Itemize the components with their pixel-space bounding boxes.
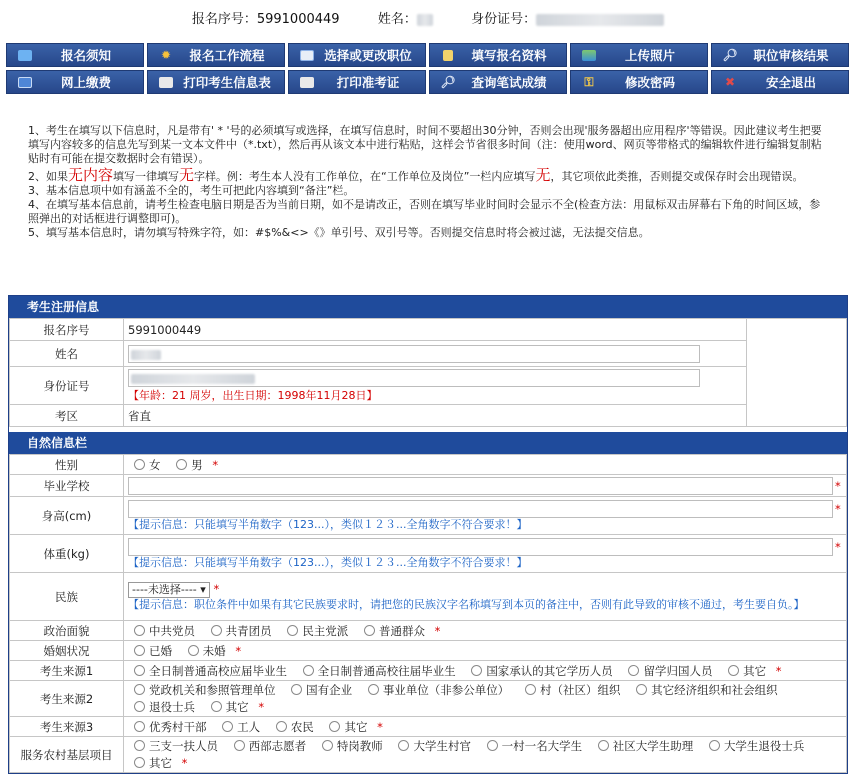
note-5: 5、填写基本信息时，请勿填写特殊字符，如：#$%&<>《》单引号、双引号等。否则提交信息时将会被过滤，无法提交信息。 (28, 226, 650, 239)
nav-change-password[interactable]: ⚿ 修改密码 (570, 70, 708, 94)
section-registration: 考生注册信息 (9, 296, 847, 318)
chevron-down-icon: ▾ (200, 582, 206, 596)
search-icon: 🔎︎ (440, 75, 456, 89)
age-hint: 【年龄：21 周岁，出生日期：1998年11月28日】 (128, 388, 378, 402)
name-blurred (417, 14, 433, 26)
school-label: 毕业学校 (10, 475, 124, 497)
source2-radio-5[interactable] (134, 701, 145, 712)
source3-radio-1[interactable] (222, 721, 233, 732)
source3-radio-3[interactable] (329, 721, 340, 732)
source3-radio-0[interactable] (134, 721, 145, 732)
source2-radio-6[interactable] (211, 701, 222, 712)
service-radio-0[interactable] (134, 740, 145, 751)
nav-payment[interactable]: 网上缴费 (6, 70, 144, 94)
nav-review-result[interactable]: 🔎︎ 职位审核结果 (711, 43, 849, 67)
natural-table: 性别 女 男 * 毕业学校 * 身高(cm) * 【提示信息：只能填写半角数字（123...），类似１２３...全角数字不符合要求！】 体重(kg) * 【提示信息：只能填写半角数字（123...），类似１２３...全角数字不符合要求！】 民族 ----未选择---- ▾ * 【提示信息：职位条件中如果有其它民族要求时，请把您的民族汉字名称填写到本页的备注中，否则有此导致的审核不通过，考生要自负。】 政治面貌 中共党员 共青团员 民主党派 普通群众 * 婚姻状况 已婚 未婚 * 考生来源1 全日制普通高校应届毕业生 全日制普通高校往届毕业生 国家承认的其它学历人员 留学归国人员 其它 * 考生来源2 党政机关和参照管理单位 国有企业 事业单位（非参公单位） 村（社区）组织 其它经济组织和社会组织 退役士兵 其它 * 考生来源3 优秀村干部 工人 农民 其它 * 服务农村基层项目 三支一扶人员 西部志愿者 特岗教师 大学生村官 一村一名大学生 社区大学生助理 大学生退役士兵 其它 * (9, 454, 847, 773)
nav-print-admission[interactable]: 打印准考证 (288, 70, 426, 94)
marital-radio-1[interactable] (188, 645, 199, 656)
gender-female-radio[interactable] (134, 459, 145, 470)
service-radio-1[interactable] (234, 740, 245, 751)
registration-table (9, 318, 847, 427)
registration-form (8, 295, 848, 774)
marital-radio-0[interactable] (134, 645, 145, 656)
payment-icon (17, 75, 33, 89)
key-icon: ⚿ (584, 74, 594, 89)
nav-workflow[interactable]: ✹ 报名工作流程 (147, 43, 285, 67)
required-star: * (212, 457, 219, 472)
note-4: 4、在填写基本信息前，请考生检查电脑日期是否为当前日期，如不是请改正，否则在填写毕业时间时会显示不全(检查方法：用鼠标双击屏幕右下角的时间区域，参照弹出的对话框进行调整即可)。 (28, 198, 821, 225)
workflow-icon: ✹ (160, 48, 172, 62)
source1-radio-2[interactable] (471, 665, 482, 676)
reg-no-value: 5991000449 (256, 12, 340, 27)
reg-no-label: 报名序号： (191, 12, 257, 27)
weight-input[interactable] (128, 538, 833, 556)
exam-area-label: 考区 (10, 405, 124, 427)
service-radio-6[interactable] (709, 740, 720, 751)
photo-icon (581, 48, 597, 62)
printer-icon (158, 75, 174, 89)
source2-label: 考生来源2 (10, 681, 124, 717)
political-label: 政治面貌 (10, 621, 124, 641)
height-hint: 【提示信息：只能填写半角数字（123...），类似１２３...全角数字不符合要求！】 (128, 517, 528, 531)
source1-radio-4[interactable] (728, 665, 739, 676)
gender-male-radio[interactable] (176, 459, 187, 470)
marital-label: 婚姻状况 (10, 641, 124, 661)
source2-radio-0[interactable] (134, 684, 145, 695)
service-radio-7[interactable] (134, 757, 145, 768)
exit-icon: ✖ (724, 75, 736, 89)
source1-radio-0[interactable] (134, 665, 145, 676)
source2-radio-1[interactable] (291, 684, 302, 695)
nav-written-score[interactable]: 🔎︎ 查询笔试成绩 (429, 70, 567, 94)
name-label: 姓名 (10, 341, 124, 367)
service-radio-4[interactable] (487, 740, 498, 751)
name-field[interactable] (128, 345, 700, 363)
nav-photo[interactable]: 上传照片 (570, 43, 708, 67)
nav-position[interactable]: 选择或更改职位 (288, 43, 426, 67)
height-label: 身高(cm) (10, 497, 124, 535)
id-field[interactable] (128, 369, 700, 387)
source1-radio-3[interactable] (628, 665, 639, 676)
notice-icon (17, 48, 33, 62)
main-nav (6, 43, 849, 95)
political-radio-0[interactable] (134, 625, 145, 636)
source1-radio-1[interactable] (303, 665, 314, 676)
political-radio-1[interactable] (211, 625, 222, 636)
source2-radio-2[interactable] (368, 684, 379, 695)
political-radio-3[interactable] (364, 625, 375, 636)
exam-area-value: 省直 (124, 405, 747, 427)
source2-radio-4[interactable] (636, 684, 647, 695)
note-2: 2、如果无内容填写一律填写无字样。例：考生本人没有工作单位，在“工作单位及岗位”一栏内应填写无，其它项依此类推，否则提交或保存时会出现错误。 (28, 166, 804, 184)
applicant-header (0, 8, 856, 30)
height-input[interactable] (128, 500, 833, 518)
nav-logout[interactable]: ✖ 安全退出 (711, 70, 849, 94)
source3-radio-2[interactable] (276, 721, 287, 732)
service-radio-2[interactable] (322, 740, 333, 751)
ethnic-label: 民族 (10, 573, 124, 621)
service-radio-3[interactable] (398, 740, 409, 751)
reg-no-label: 报名序号 (10, 319, 124, 341)
political-radio-2[interactable] (287, 625, 298, 636)
gender-label: 性别 (10, 455, 124, 475)
nav-print-info[interactable]: 打印考生信息表 (147, 70, 285, 94)
nav-notice[interactable]: 报名须知 (6, 43, 144, 67)
source2-radio-3[interactable] (525, 684, 536, 695)
position-icon (299, 48, 315, 62)
section-natural: 自然信息栏 (9, 432, 847, 454)
name-label: 姓名： (377, 12, 417, 27)
search-icon: 🔎︎ (722, 48, 738, 62)
weight-hint: 【提示信息：只能填写半角数字（123...），类似１２３...全角数字不符合要求！】 (128, 555, 528, 569)
ethnic-select[interactable]: ----未选择---- ▾ (128, 582, 210, 598)
printer-icon (299, 75, 315, 89)
source1-label: 考生来源1 (10, 661, 124, 681)
id-label: 身份证号 (10, 367, 124, 405)
id-blurred (536, 14, 664, 26)
service-label: 服务农村基层项目 (10, 737, 124, 773)
nav-form[interactable]: 填写报名资料 (429, 43, 567, 67)
id-label: 身份证号： (471, 12, 537, 27)
source3-label: 考生来源3 (10, 717, 124, 737)
note-1: 1、考生在填写以下信息时，凡是带有' * '号的必须填写或选择，在填写信息时，时间不要超出30分钟，否则会出现'服务器超出应用程序'等错误。因此建议考生把要填写内容较多的信息先写到某一文本文件中（*.txt），然后再从该文本中进行粘贴，这样会节省很多时间（注：使用word、网页等带格式的编辑软件进行编辑复制粘贴时有可能在提交数据时会有错误）。 (28, 124, 822, 165)
reg-no-value: 5991000449 (124, 319, 747, 341)
note-3: 3、基本信息项中如有涵盖不全的，考生可把此内容填到“备注”栏。 (28, 184, 355, 197)
weight-label: 体重(kg) (10, 535, 124, 573)
form-icon (440, 48, 456, 62)
ethnic-hint: 【提示信息：职位条件中如果有其它民族要求时，请把您的民族汉字名称填写到本页的备注中，否则有此导致的审核不通过，考生要自负。】 (128, 597, 805, 611)
notice-text (28, 124, 828, 240)
service-radio-5[interactable] (598, 740, 609, 751)
school-input[interactable] (128, 477, 833, 495)
